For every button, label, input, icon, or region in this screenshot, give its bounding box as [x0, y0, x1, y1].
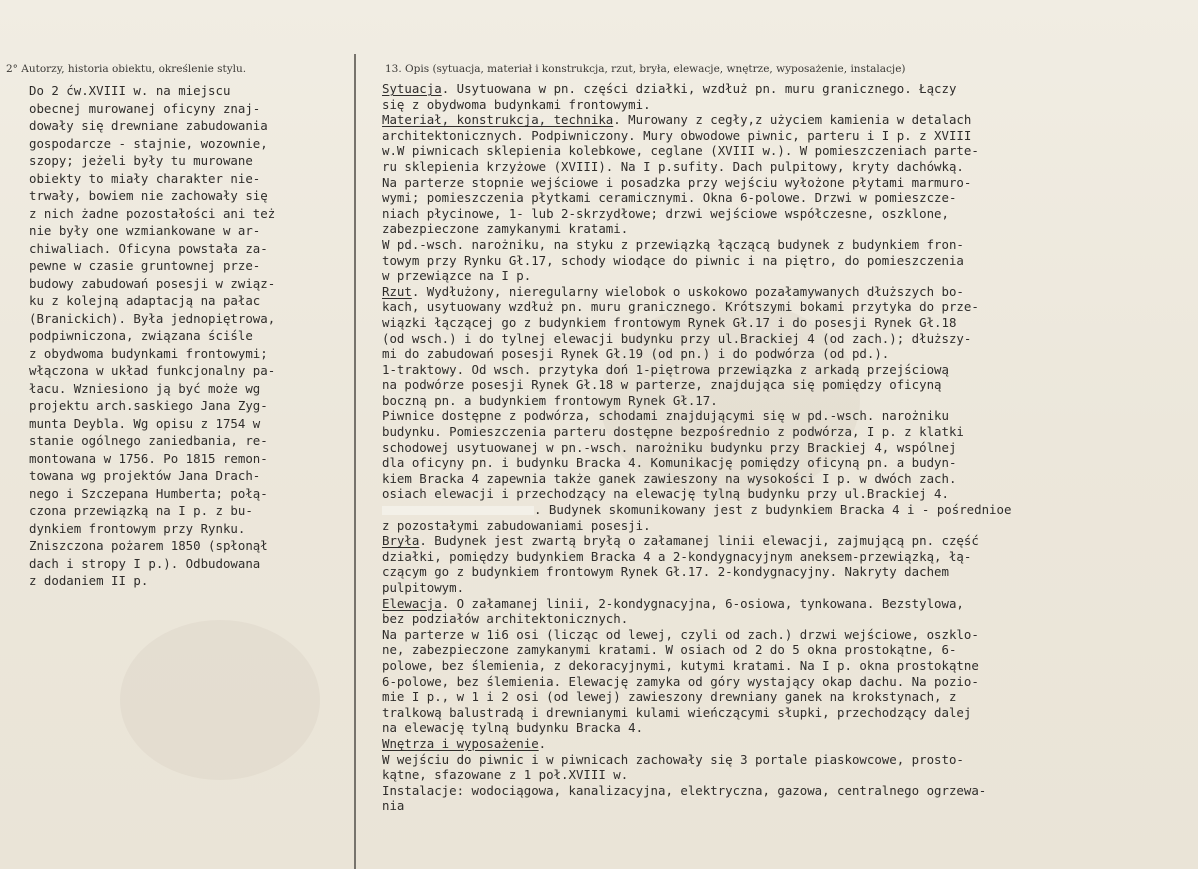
text-line: W wejściu do piwnic i w piwnicach zachowały się 3 portale piaskowcowe, prosto-	[382, 751, 964, 767]
section-text: . Usytuowana w pn. części działki, wzdłuż pn. muru granicznego. Łączy	[441, 81, 957, 96]
text-line: ne, zabezpieczone zamykanymi kratami. W osiach od 2 do 5 okna prostokątne, 6-	[382, 642, 957, 658]
section-text: . O załamanej linii, 2-kondygnacyjna, 6-osiowa, tynkowana. Bezstylowa,	[441, 595, 964, 611]
erased-text	[382, 506, 534, 515]
text-line: czącym go z budynkiem frontowym Rynek Gł.17. 2-kondygnacyjny. Nakryty dachem	[382, 564, 949, 580]
text-line: wiązki łączącej go z budynkiem frontowym Rynek Gł.17 i do posesji Rynek Gł.18	[382, 314, 957, 330]
section-heading: Materiał, konstrukcja, technika	[382, 112, 614, 128]
text-line: 6-polowe, bez ślemienia. Elewację zamyka od góry wystający okap dachu. Na pozio-	[382, 673, 979, 689]
text-line: zabezpieczone zamykanymi kratami.	[382, 221, 629, 237]
text-line: na elewację tylną budynku Bracka 4.	[382, 720, 644, 736]
text-line: działki, pomiędzy budynkiem Bracka 4 a 2-kondygnacyjnym aneksem-przewiązką, łą-	[382, 548, 972, 564]
text-line: pewne w czasie gruntownej prze-	[29, 258, 261, 273]
text-line: towym przy Rynku Gł.17, schody wiodące do piwnic i na piętro, do pomieszczenia	[382, 252, 964, 268]
text-line: obecnej murowanej oficyny znaj-	[29, 100, 261, 116]
text-line: w przewiązce na I p.	[382, 268, 532, 284]
text-line: gospodarcze - stajnie, wozownie,	[29, 135, 268, 151]
authors-history-column	[29, 82, 275, 590]
right-section-header: 13. Opis (sytuacja, materiał i konstrukcja, rzut, bryła, elewacje, wnętrze, wyposażenie, instalacje)	[385, 63, 906, 75]
text-line	[382, 284, 1011, 300]
text-line: na podwórze posesji Rynek Gł.18 w parterze, znajdująca się pomiędzy oficyną	[382, 377, 942, 393]
text-line: 1-traktowy. Od wsch. przytyka doń 1-piętrowa przewiązka z arkadą przejściową	[382, 361, 949, 377]
text-line: Na parterze w 1i6 osi (licząc od lewej, czyli od zach.) drzwi wejściowe, oszklo-	[382, 626, 979, 642]
section-heading: Sytuacja	[382, 81, 442, 96]
text-line: Do 2 ćw.XVIII w. na miejscu	[29, 83, 231, 98]
text-line: z nich żadne pozostałości ani też	[29, 205, 276, 221]
text-line: kątne, sfazowane z 1 poł.XVIII w.	[382, 767, 629, 783]
left-section-header: 2° Autorzy, historia obiektu, określenie stylu.	[6, 63, 247, 75]
text-line: podpiwniczona, związana ściśle	[29, 328, 253, 343]
text-line: dowały się drewniane zabudowania	[29, 118, 268, 133]
text-line: nego i Szczepana Humberta; połą-	[29, 485, 268, 501]
text-line: architektonicznych. Podpiwniczony. Mury obwodowe piwnic, parteru i I p. z XVIII	[382, 127, 972, 143]
text-line: Na parterze stopnie wejściowe i posadzka przy wejściu wyłożone płytami marmuro-	[382, 174, 972, 190]
text-line	[382, 533, 1011, 549]
text-line: kach, usytuowany wzdłuż pn. muru granicznego. Krótszymi bokami przytyka do prze-	[382, 299, 979, 315]
text-line: dynkiem frontowym przy Rynku.	[29, 520, 246, 536]
text-line: z obydwoma budynkami frontowymi;	[29, 345, 268, 361]
text-line: mi do zabudowań posesji Rynek Gł.19 (od pn.) i do podwórza (od pd.).	[382, 346, 890, 362]
section-heading: Wnętrza i wyposażenie	[382, 735, 539, 751]
text-line: schodowej usytuowanej w pn.-wsch. narożniku budynku przy Brackiej 4, wspólnej	[382, 439, 957, 455]
text-line	[382, 502, 1011, 518]
text-line: wymi; pomieszczenia płytkami ceramicznymi. Okna 6-polowe. Drzwi w pomieszcze-	[382, 190, 957, 206]
text-line: pulpitowym.	[382, 580, 465, 595]
section-text: . Budynek jest zwartą bryłą o załamanej linii elewacji, zajmującą pn. część	[419, 533, 979, 549]
paper-stain	[120, 620, 320, 780]
text-line: boczną pn. a budynkiem frontowym Rynek Gł.17.	[382, 392, 718, 408]
text-line: montowana w 1756. Po 1815 remon-	[29, 450, 268, 466]
text-line: łacu. Wzniesiono ją być może wg	[29, 380, 261, 396]
text-line: Zniszczona pożarem 1850 (spłonął	[29, 538, 268, 553]
section-text: . Budynek skomunikowany jest z budynkiem Bracka 4 i - pośrednioe	[534, 502, 1012, 518]
text-line: trwały, bowiem nie zachowały się	[29, 188, 268, 203]
text-line: się z obydwoma budynkami frontowymi.	[382, 96, 651, 112]
text-line: dla oficyny pn. i budynku Bracka 4. Komunikację pomiędzy oficyną pn. a budyn-	[382, 455, 957, 471]
text-line: nie były one wzmiankowane w ar-	[29, 223, 261, 238]
text-line: stanie ogólnego zaniedbania, re-	[29, 433, 268, 448]
text-line: czona przewiązką na I p. z bu-	[29, 503, 253, 518]
text-line: W pd.-wsch. narożniku, na styku z przewiązką łączącą budynek z budynkiem fron-	[382, 236, 964, 252]
section-heading: Rzut	[382, 283, 412, 299]
text-line: budowy zabudowań posesji w związ-	[29, 275, 276, 291]
text-line: dach i stropy I p.). Odbudowana	[29, 555, 261, 571]
text-line: tralkową balustradą i drewnianymi kulami wieńczącymi słupki, przechodzący dalej	[382, 704, 972, 720]
text-line: bez podziałów architektonicznych.	[382, 611, 629, 627]
text-line: nia	[382, 798, 405, 814]
text-line: ru sklepienia krzyżowe (XVIII). Na I p.sufity. Dach pulpitowy, kryty dachówką.	[382, 158, 964, 174]
section-text: . Wydłużony, nieregularny wielobok o uskokowo pozałamywanych dłuższych bo-	[411, 283, 964, 299]
text-line: kiem Bracka 4 zapewnia także ganek zawieszony na wysokości I p. w dwóch zach.	[382, 470, 957, 486]
text-line: chiwaliach. Oficyna powstała za-	[29, 240, 268, 256]
text-line: Piwnice dostępne z podwórza, schodami znajdującymi się w pd.-wsch. narożniku	[382, 408, 949, 424]
text-line: ku z kolejną adaptacją na pałac	[29, 293, 261, 308]
text-line: polowe, bez ślemienia, z dekoracyjnymi, kutymi kratami. Na I p. okna prostokątne	[382, 657, 979, 673]
text-line: z dodaniem II p.	[29, 573, 149, 588]
text-line: mie I p., w 1 i 2 osi (od lewej) zawieszony drewniany ganek na krokstynach, z	[382, 689, 957, 705]
text-line: osiach elewacji i przechodzący na elewację tylną budynku przy ul.Brackiej 4.	[382, 486, 949, 502]
column-divider	[354, 54, 356, 869]
text-line: włączona w układ funkcjonalny pa-	[29, 363, 276, 378]
text-line: z pozostałymi zabudowaniami posesji.	[382, 517, 651, 533]
text-line	[382, 81, 1011, 97]
text-line: Instalacje: wodociągowa, kanalizacyjna, elektryczna, gazowa, centralnego ogrzewa-	[382, 782, 987, 798]
section-heading: Bryła	[382, 533, 420, 549]
text-line: niach płycinowe, 1- lub 2-skrzydłowe; drzwi wejściowe współczesne, oszklone,	[382, 205, 949, 221]
text-line: w.W piwnicach sklepienia kolebkowe, ceglane (XVIII w.). W pomieszczeniach parte-	[382, 143, 979, 159]
description-column	[382, 81, 1011, 814]
text-line: obiekty to miały charakter nie-	[29, 170, 261, 186]
text-line	[382, 596, 1011, 612]
text-line: budynku. Pomieszczenia parteru dostępne bezpośrednio z podwórza, I p. z klatki	[382, 424, 964, 440]
text-line: (od wsch.) i do tylnej elewacji budynku przy ul.Brackiej 4 (od zach.); dłuższy-	[382, 330, 972, 346]
text-line	[382, 736, 1011, 752]
text-line: munta Deybla. Wg opisu z 1754 w	[29, 415, 261, 431]
text-line: projektu arch.saskiego Jana Zyg-	[29, 398, 268, 413]
text-line: towana wg projektów Jana Drach-	[29, 468, 261, 483]
section-heading: Elewacja	[382, 595, 442, 611]
section-text: .	[538, 735, 547, 751]
text-line	[382, 112, 1011, 128]
text-line: (Branickich). Była jednopiętrowa,	[29, 310, 276, 326]
section-text: . Murowany z cegły,z użyciem kamienia w detalach	[613, 112, 972, 128]
text-line: szopy; jeżeli były tu murowane	[29, 153, 253, 168]
